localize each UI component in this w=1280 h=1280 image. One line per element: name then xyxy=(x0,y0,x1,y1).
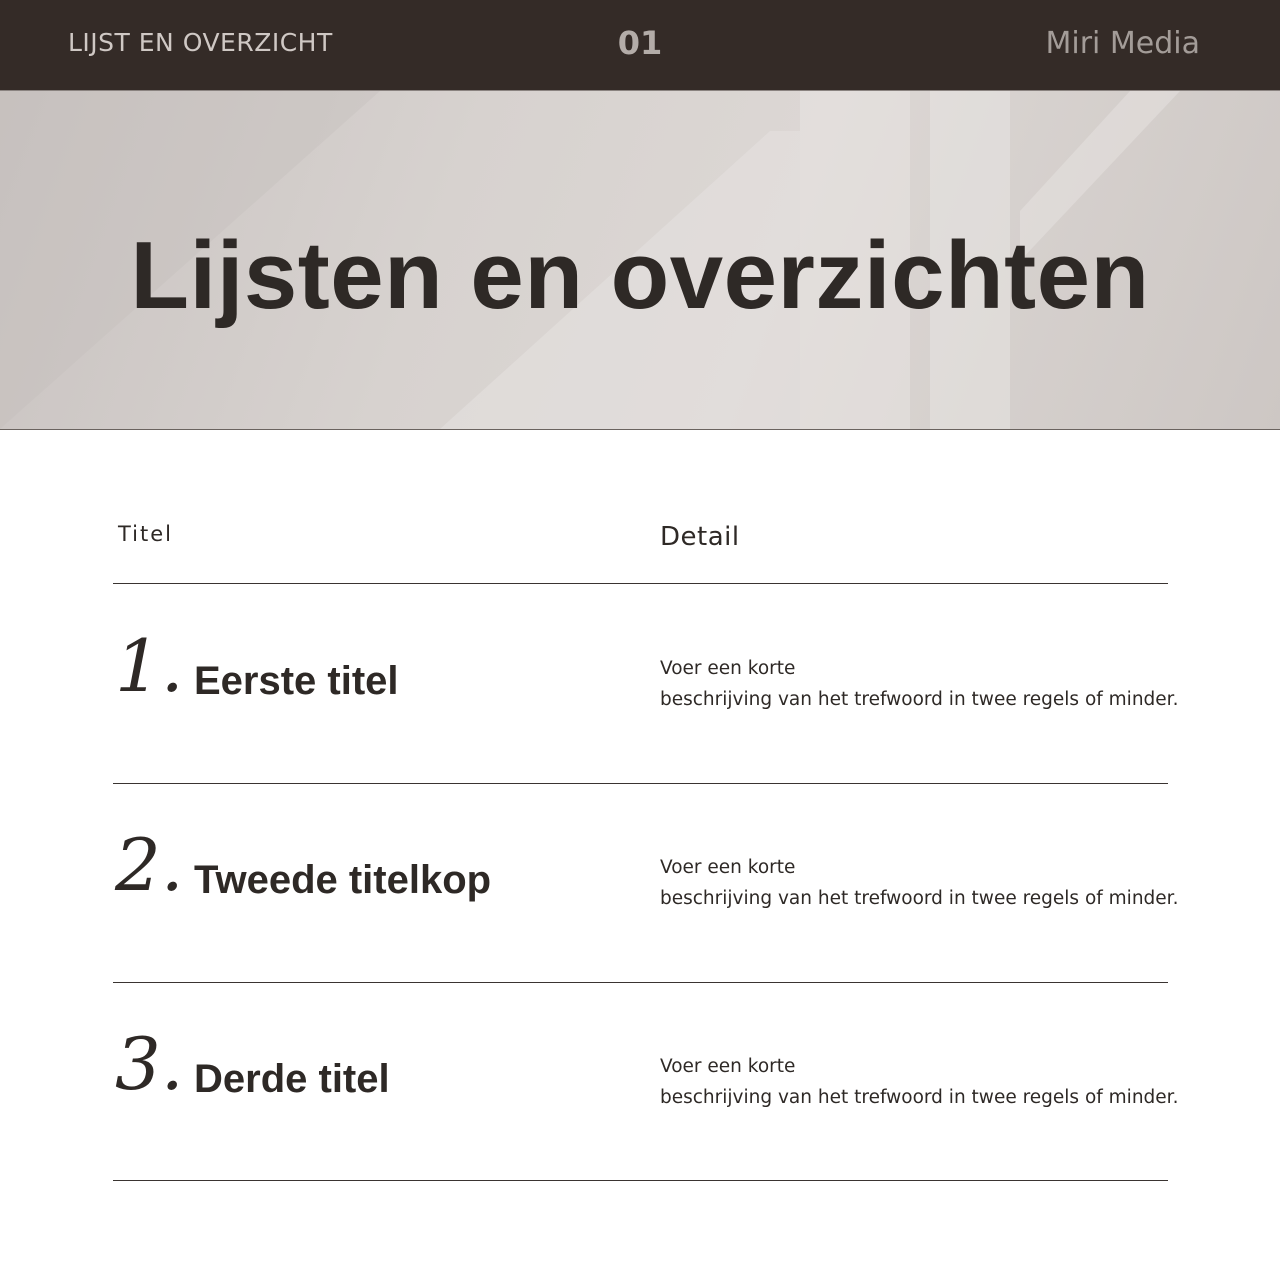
item-description-line: beschrijving van het trefwoord in twee regels of minder. xyxy=(660,689,1179,710)
item-description-line: Voer een korte xyxy=(660,857,796,878)
brand-name: Miri Media xyxy=(1045,26,1200,61)
item-description xyxy=(660,852,1179,914)
item-number: 1. xyxy=(115,624,184,708)
list-item xyxy=(113,784,1179,982)
section-label: LIJST EN OVERZICHT xyxy=(68,28,333,57)
list-item xyxy=(113,585,1179,783)
item-description-line: beschrijving van het trefwoord in twee regels of minder. xyxy=(660,1087,1179,1108)
item-description xyxy=(660,1051,1179,1113)
column-header-titel: Titel xyxy=(118,522,174,546)
top-bar xyxy=(0,0,1280,90)
page-number: 01 xyxy=(617,24,663,62)
item-number: 2. xyxy=(115,823,184,907)
divider xyxy=(113,1180,1168,1181)
hero-banner xyxy=(0,90,1280,430)
divider xyxy=(113,583,1168,584)
item-description xyxy=(660,653,1179,715)
page-title: Lijsten en overzichten xyxy=(130,222,1150,329)
item-title: Derde titel xyxy=(194,1057,390,1101)
list-item xyxy=(113,983,1179,1181)
item-title: Eerste titel xyxy=(194,659,399,703)
item-number: 3. xyxy=(115,1022,184,1106)
item-title: Tweede titelkop xyxy=(194,858,492,902)
item-description-line: Voer een korte xyxy=(660,1056,796,1077)
column-header-detail: Detail xyxy=(660,522,740,552)
item-description-line: beschrijving van het trefwoord in twee regels of minder. xyxy=(660,888,1179,909)
item-description-line: Voer een korte xyxy=(660,658,796,679)
